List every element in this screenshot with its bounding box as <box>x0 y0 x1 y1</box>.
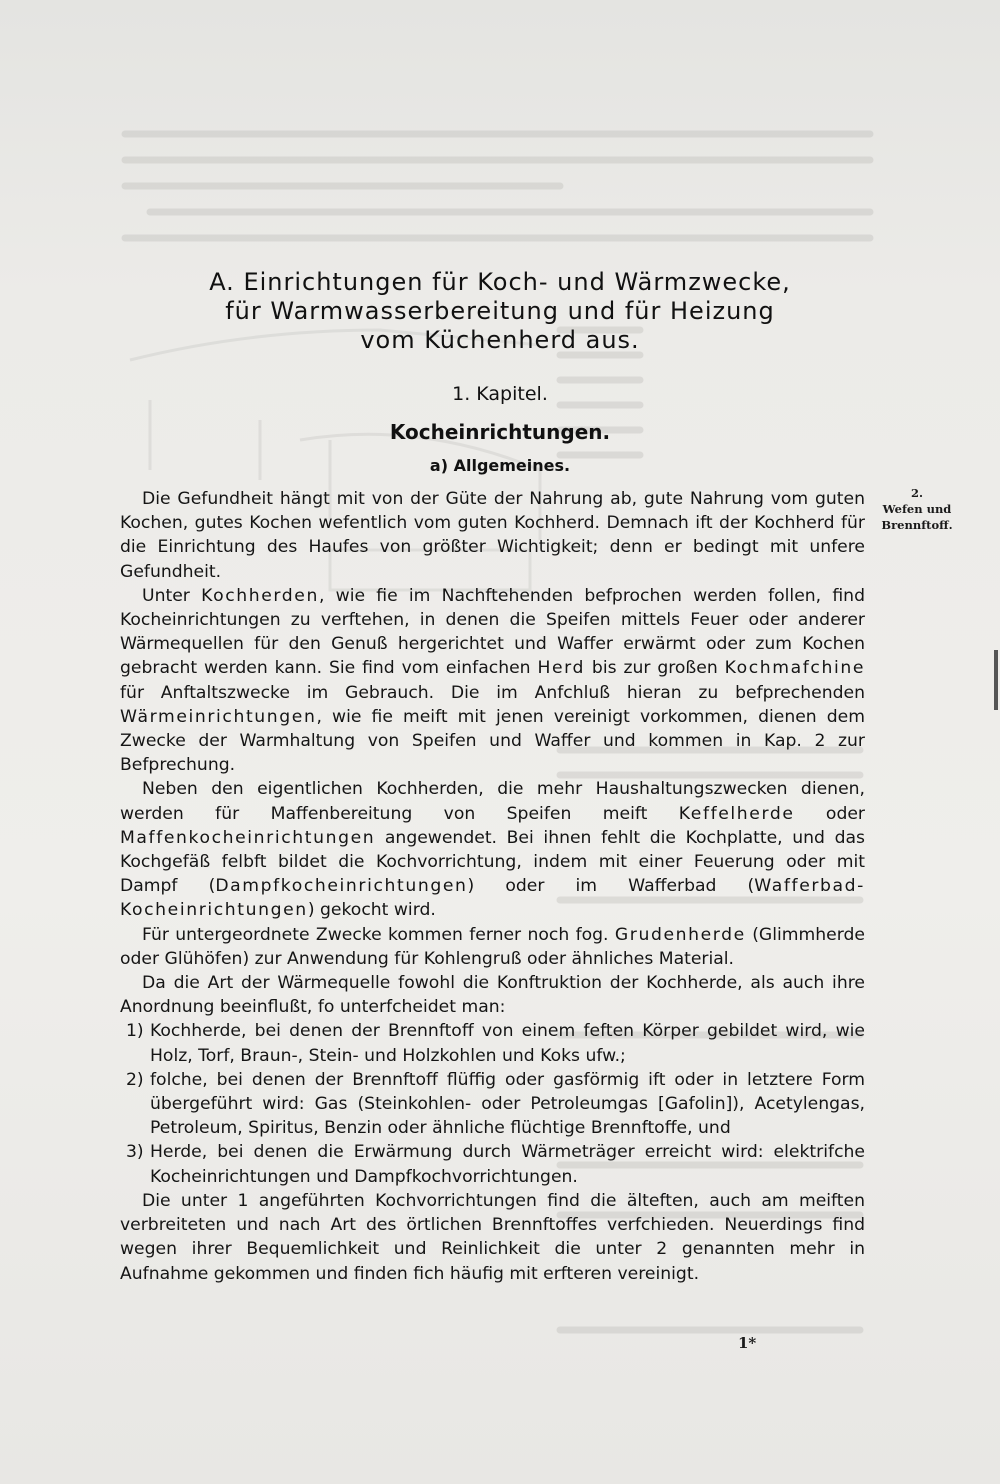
part-heading-line1: A. Einrichtungen für Koch- und Wärmzwecke, <box>209 268 791 296</box>
list-item <box>120 1068 865 1141</box>
paragraph-5: Da die Art der Wärmequelle fowohl die Konftruktion der Kochherde, als auch ihre Anordnung beeinflußt, fo unterfcheidet man: <box>120 973 865 1018</box>
list-item-number: 3) <box>126 1142 144 1163</box>
section-heading: a) Allgemeines. <box>429 456 571 475</box>
paragraph-3 <box>120 777 865 922</box>
text-run: bis zur großen <box>585 658 725 679</box>
part-heading-line2: für Warmwasserbereitung und für Heizung <box>225 297 775 325</box>
text-run: ) gekocht wird. <box>307 900 436 921</box>
chapter-title: Kocheinrichtungen. <box>389 420 611 444</box>
part-heading-line3: vom Küchenherd aus. <box>360 326 640 354</box>
list-item-text: folche, bei denen der Brennftoff flüffig oder gasförmig ift oder in letztere Form übergeführt wird: Gas (Steinkohlen- oder Petroleumgas [Gafolin]), Acetylengas, Petroleum, Spiritus, Benzin oder ähnliche flüchtige Brennftoffe, und <box>150 1069 865 1139</box>
paragraph-1: Die Gefundheit hängt mit von der Güte der Nahrung ab, gute Nahrung vom guten Kochen, gutes Kochen wefentlich vom guten Kochherd. Demnach ift der Kochherd für die Einrichtung des Haufes von größter Wichtigkeit; denn er bedingt mit unfere Gefundheit. <box>120 489 865 582</box>
chapter-number: 1. Kapitel. <box>452 383 548 405</box>
list-item-number: 1) <box>126 1021 144 1042</box>
spaced-term: Herd <box>537 658 586 679</box>
spaced-term: Keffelherde <box>678 803 795 824</box>
spaced-term: Wärmeinrichtungen <box>120 706 317 727</box>
list-item-text: Kochherde, bei denen der Brennftoff von einem feften Körper gebildet wird, wie Holz, Torf, Braun-, Stein- und Holzkohlen und Koks ufw.; <box>150 1021 865 1066</box>
signature-mark: 1* <box>738 1334 757 1352</box>
text-run: ) oder im Wafferbad ( <box>467 876 755 897</box>
text-run: Neben den eigentlichen Kochherden, die mehr Haushaltungszwecken dienen, werden für Maffenbereitung von Speifen meift <box>120 779 865 824</box>
page-edge-mark <box>994 650 998 710</box>
list-item-text: Herde, bei denen die Erwärmung durch Wärmeträger erreicht wird: elektrifche Kocheinrichtungen und Dampfkochvorrichtungen. <box>150 1142 865 1187</box>
spaced-term: Dampfkocheinrichtungen <box>215 876 468 897</box>
spaced-term: Grudenherde <box>614 924 746 945</box>
margin-note-line2: Brennftoff. <box>881 518 953 532</box>
spaced-term: Maffenkocheinrichtungen <box>120 827 376 848</box>
spaced-term: Wafferbad-Kocheinrichtungen <box>120 876 865 921</box>
text-run: Unter <box>142 585 202 606</box>
text-run: angewendet. Bei ihnen fehlt die Kochplatte, und das Kochgefäß felbft bildet die Kochvorrichtung, indem mit einer Feuerung oder mit Dampf ( <box>120 827 865 897</box>
body-text <box>120 487 865 1286</box>
list-item <box>120 1140 865 1188</box>
text-run: Für untergeordnete Zwecke kommen ferner noch fog. <box>142 924 615 945</box>
text-run: für Anftaltszwecke im Gebrauch. Die im Anfchluß hieran zu befprechenden <box>120 682 865 703</box>
spaced-term: Kochherden <box>201 585 319 606</box>
text-run: , wie fie im Nachftehenden befprochen werden follen, find Kocheinrichtungen zu verftehen, in denen die Speifen mittels Feuer oder anderer Wärmequellen für den Genuß hergerichtet und Waffer erwärmt oder zum Kochen gebracht werden kann. Sie find vom einfachen <box>120 585 865 679</box>
margin-note-line1: Wefen und <box>882 502 952 516</box>
list-item-number: 2) <box>126 1069 144 1090</box>
part-heading <box>100 268 900 355</box>
list-item <box>120 1019 865 1067</box>
paragraph-4 <box>120 923 865 971</box>
spaced-term: Kochmafchine <box>724 658 865 679</box>
margin-note-number: 2. <box>910 486 923 500</box>
text-run: (Glimmherde oder Glühöfen) zur Anwendung für Kohlengruß oder ähnliches Material. <box>120 924 865 969</box>
text-run: oder <box>794 803 865 824</box>
margin-note <box>872 485 962 533</box>
classification-list <box>120 1019 865 1188</box>
paragraph-6: Die unter 1 angeführten Kochvorrichtungen find die älteften, auch am meiften verbreiteten und nach Art des örtlichen Brennftoffes verfchieden. Neuerdings find wegen ihrer Bequemlichkeit und Reinlichkeit die unter 2 genannten mehr in Aufnahme gekommen und finden fich häufig mit erfteren vereinigt. <box>120 1190 865 1284</box>
text-run: , wie fie meift mit jenen vereinigt vorkommen, dienen dem Zwecke der Warmhaltung von Speifen und Waffer und kommen in Kap. 2 zur Befprechung. <box>120 706 865 776</box>
paragraph-2 <box>120 584 865 778</box>
